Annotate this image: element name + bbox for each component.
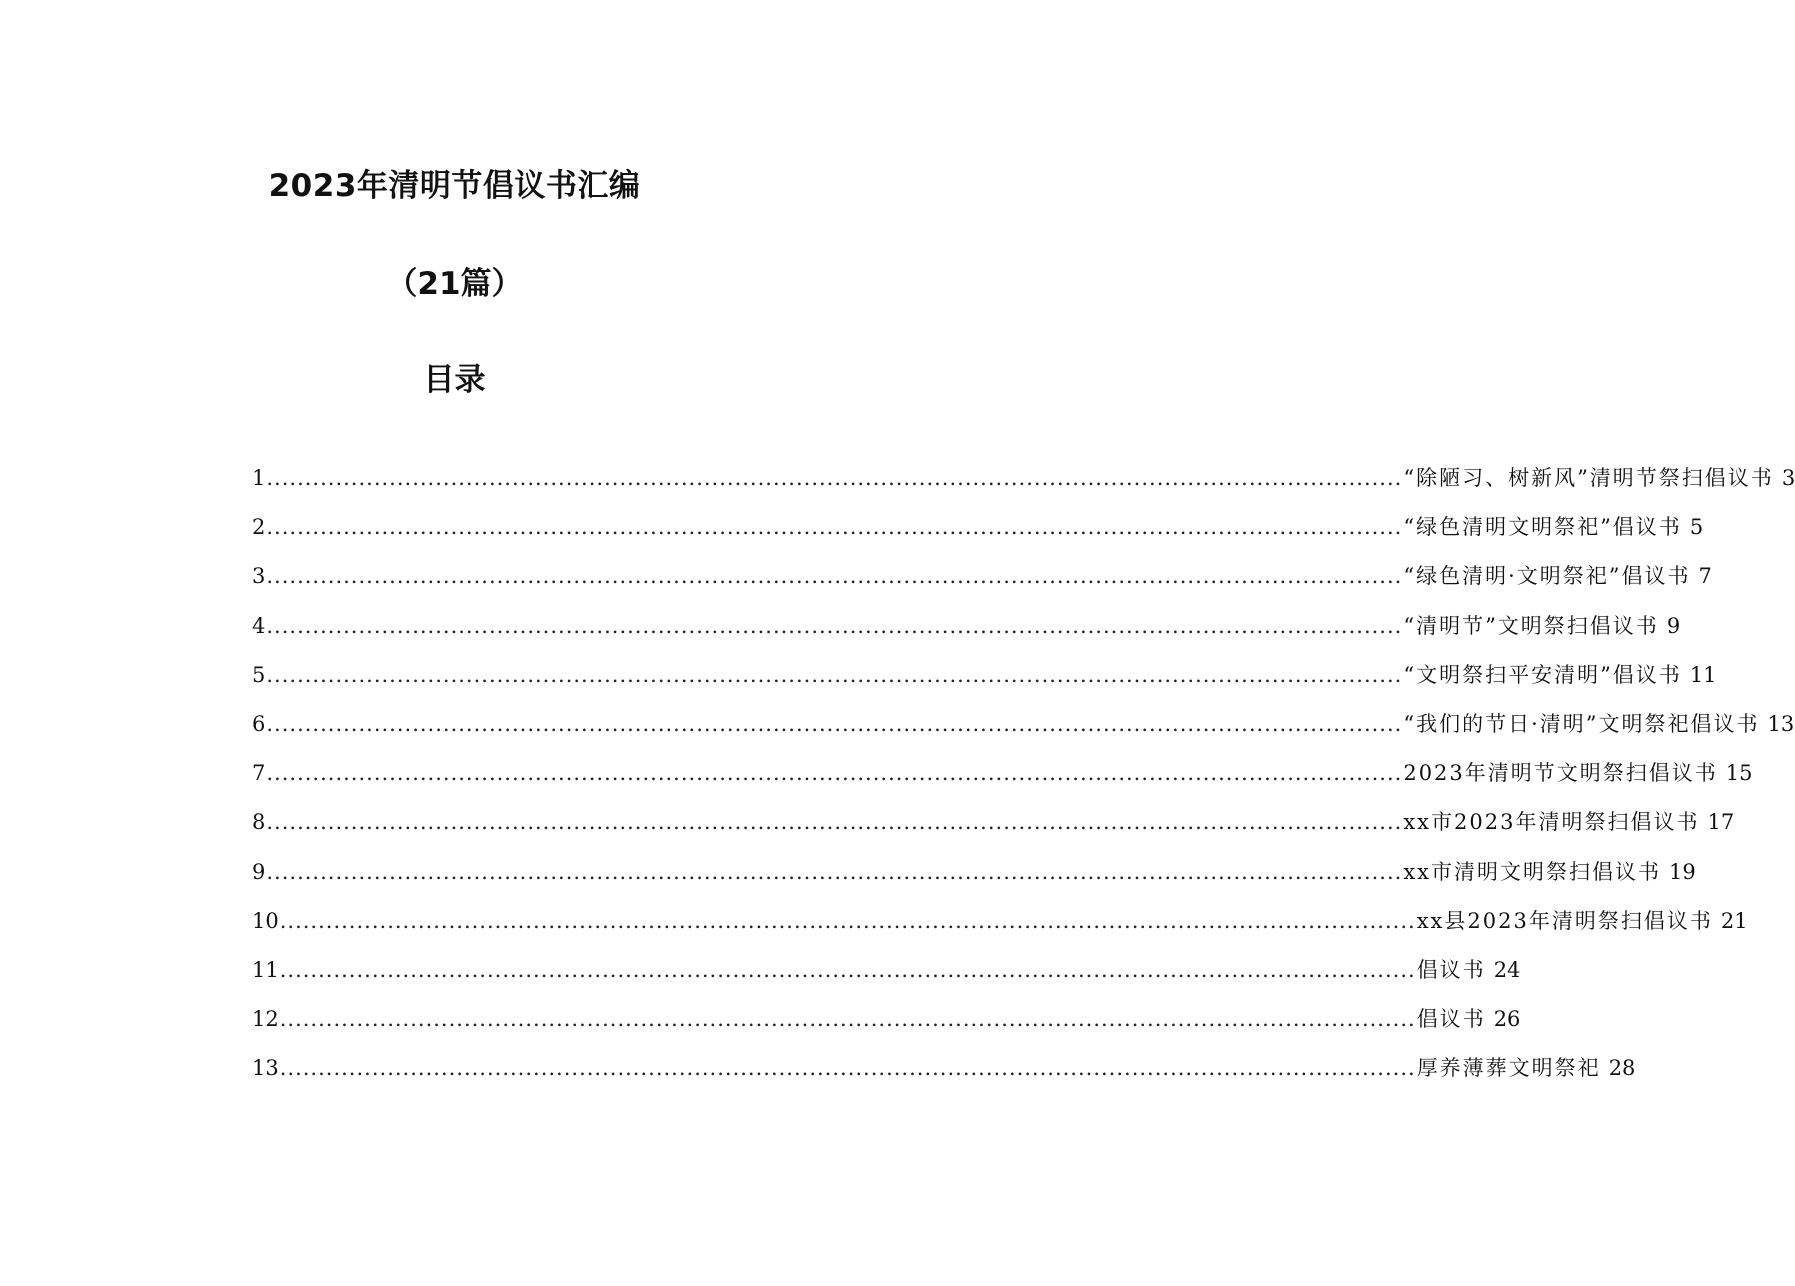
toc-entry-11[interactable] [252,946,1521,995]
toc-entry-page: 5 [1689,515,1704,540]
toc-dot-leader: .................................................................................................................................................... [279,908,1416,933]
document-subtitle: （21篇） [386,266,523,302]
toc-entry-page: 7 [1698,564,1712,589]
toc-entry-title: “文明祭扫平安清明”倡议书 [1403,662,1682,687]
toc-entry-page: 13 [1767,711,1795,736]
toc-entry-title: 倡议书 [1416,957,1486,982]
toc-entry-page: 26 [1493,1007,1521,1032]
table-of-contents [252,454,1795,1093]
toc-entry-8[interactable] [252,798,1735,847]
toc-entry-5[interactable] [252,651,1717,700]
toc-entry-number: 5 [252,662,266,687]
toc-entry-number: 1 [252,466,266,490]
toc-entry-title: “清明节”文明祭扫倡议书 [1403,613,1659,638]
toc-entry-page: 17 [1707,810,1735,835]
toc-dot-leader: .................................................................................................................................................... [266,662,1403,687]
toc-entry-number: 6 [252,711,266,736]
toc-entry-number: 7 [252,761,266,786]
toc-entry-title: “绿色清明文明祭祀”倡议书 [1403,515,1682,540]
toc-dot-leader: .................................................................................................................................................... [266,564,1403,589]
toc-entry-title: xx市2023年清明祭扫倡议书 [1403,810,1700,835]
toc-entry-page: 11 [1689,662,1717,687]
toc-entry-page: 28 [1608,1056,1636,1081]
toc-entry-1[interactable] [252,454,1795,503]
toc-entry-number: 2 [252,515,266,540]
toc-entry-number: 3 [252,564,266,589]
toc-dot-leader: .................................................................................................................................................... [279,957,1416,982]
toc-entry-number: 13 [252,1056,279,1081]
toc-entry-page: 21 [1720,908,1748,933]
toc-entry-9[interactable] [252,848,1696,897]
toc-entry-4[interactable] [252,602,1681,651]
toc-entry-3[interactable] [252,552,1712,601]
document-title: 2023年清明节倡议书汇编 [268,168,641,204]
toc-entry-page: 9 [1666,613,1681,638]
toc-entry-title: 倡议书 [1416,1007,1486,1032]
toc-entry-7[interactable] [252,749,1753,798]
toc-entry-page: 15 [1725,761,1753,786]
toc-entry-title: “除陋习、树新风”清明节祭扫倡议书 [1403,466,1774,490]
toc-heading: 目录 [423,362,486,398]
toc-dot-leader: .................................................................................................................................................... [266,859,1403,884]
toc-entry-10[interactable] [252,897,1748,946]
toc-entry-number: 10 [252,908,279,933]
toc-dot-leader: .................................................................................................................................................... [266,711,1403,736]
toc-dot-leader: .................................................................................................................................................... [266,613,1403,638]
toc-entry-6[interactable] [252,700,1795,749]
toc-entry-number: 9 [252,859,266,884]
toc-entry-12[interactable] [252,995,1521,1044]
toc-dot-leader: .................................................................................................................................................... [266,761,1403,786]
toc-dot-leader: .................................................................................................................................................... [279,1007,1416,1032]
toc-entry-page: 19 [1669,859,1696,884]
toc-entry-title: xx县2023年清明祭扫倡议书 [1416,908,1713,933]
toc-entry-number: 11 [252,957,279,982]
toc-dot-leader: .................................................................................................................................................... [266,810,1403,835]
toc-entry-title: xx市清明文明祭扫倡议书 [1403,859,1662,884]
toc-entry-13[interactable] [252,1044,1636,1093]
toc-dot-leader: .................................................................................................................................................... [266,466,1403,490]
toc-entry-number: 4 [252,613,266,638]
toc-entry-title: 2023年清明节文明祭扫倡议书 [1403,761,1718,786]
toc-dot-leader: .................................................................................................................................................... [279,1056,1416,1081]
toc-entry-number: 8 [252,810,266,835]
toc-dot-leader: .................................................................................................................................................... [266,515,1403,540]
toc-entry-title: “绿色清明·文明祭祀”倡议书 [1403,564,1691,589]
toc-entry-title: “我们的节日·清明”文明祭祀倡议书 [1403,711,1760,736]
toc-entry-page: 24 [1493,957,1521,982]
toc-entry-page: 3 [1781,466,1795,490]
toc-entry-number: 12 [252,1007,279,1032]
toc-entry-2[interactable] [252,503,1704,552]
toc-entry-title: 厚养薄葬文明祭祀 [1416,1056,1601,1081]
